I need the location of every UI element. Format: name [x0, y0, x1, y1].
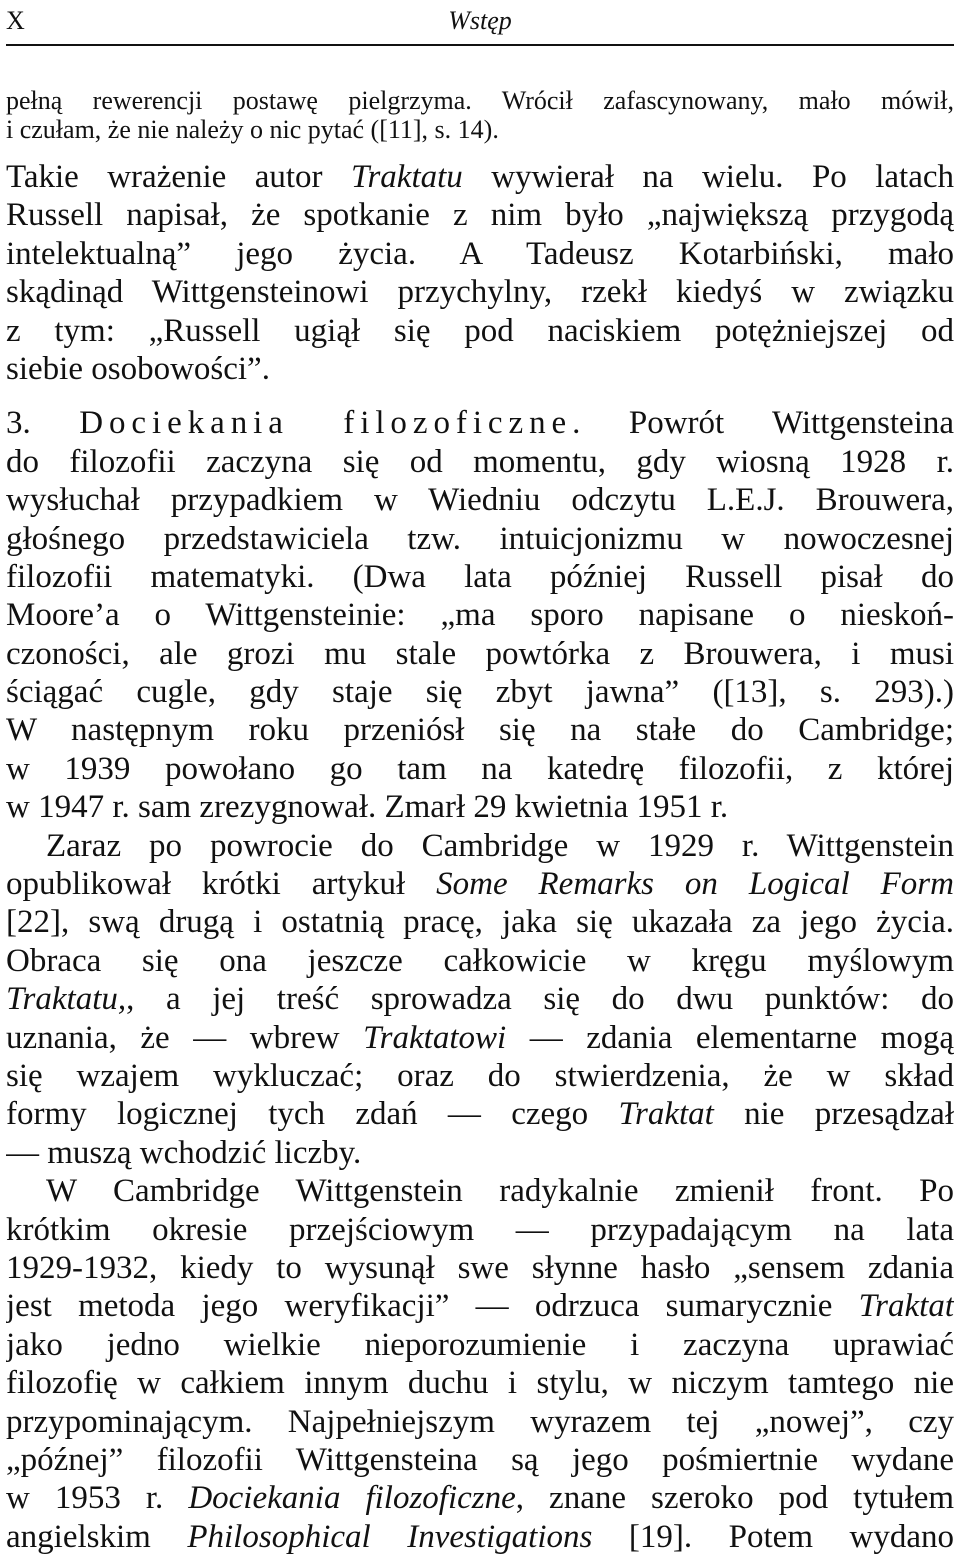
text-line: jako jedno wielkie nieporozumienie i zaczyna uprawiać: [6, 1326, 954, 1363]
text-line: Zaraz po powrocie do Cambridge w 1929 r. Wittgenstein: [46, 827, 954, 864]
book-title: Traktat: [858, 1288, 954, 1325]
text-line: w 1953 r. Dociekania filozoficzne, znane szeroko pod tytułem: [6, 1480, 954, 1517]
text-line: Obraca się ona jeszcze całkowicie w kręgu myślowym: [6, 942, 954, 979]
section-title: Dociekania filozoficzne: [79, 405, 573, 442]
text-line: 1929-1932, kiedy to wysunął swe słynne hasło „sensem zdania: [6, 1249, 954, 1286]
text-line: W następnym roku przeniósł się na stałe do Cambridge;: [6, 712, 954, 749]
book-title: Traktat: [618, 1096, 714, 1133]
text-line: — muszą wchodzić liczby.: [6, 1134, 362, 1171]
gap: [6, 388, 954, 404]
text-line: Moore’a o Wittgensteinie: „ma sporo napisane o nieskoń-: [6, 597, 954, 634]
text-line: jest metoda jego weryfikacji” — odrzuca sumarycznie Traktat: [6, 1288, 954, 1325]
text-line: formy logicznej tych zdań — czego Traktat nie przesądzał: [6, 1096, 954, 1133]
article-title: Some Remarks on Logical Form: [436, 866, 954, 903]
text-line: głośnego przedstawiciela tzw. intuicjonizmu w nowoczesnej: [6, 520, 954, 557]
section-heading-line: 3. Dociekania filozoficzne. Powrót Wittgensteina: [6, 405, 954, 442]
body-text: [6, 158, 954, 1556]
quote-line: pełną rewerencji postawę pielgrzyma. Wrócił zafascynowany, mało mówił,: [6, 86, 954, 115]
text-line: ściągać cugle, gdy staje się zbyt jawna” ([13], s. 293).): [6, 674, 954, 711]
text-line: z tym: „Russell ugiął się pod naciskiem potężniejszej od: [6, 312, 954, 349]
text-line: w 1947 r. sam zrezygnował. Zmarł 29 kwietnia 1951 r.: [6, 789, 729, 826]
text-line: W Cambridge Wittgenstein radykalnie zmienił front. Po: [46, 1173, 954, 1210]
text-line: się wzajem wykluczać; oraz do stwierdzenia, że w skład: [6, 1057, 954, 1094]
text-line: w 1939 powołano go tam na katedrę filozofii, z której: [6, 750, 954, 787]
book-title: Traktatu,: [6, 981, 127, 1018]
text-line: czoności, ale grozi mu stale powtórka z Brouwera, i musi: [6, 635, 954, 672]
text-line: intelektualną” jego życia. A Tadeusz Kotarbiński, mało: [6, 235, 954, 272]
text-line: angielskim Philosophical Investigations [19]. Potem wydano: [6, 1518, 954, 1555]
text-line: przypominającym. Najpełniejszym wyrazem tej „nowej”, czy: [6, 1403, 954, 1440]
text-line: siebie osobowości”.: [6, 350, 270, 387]
text-line: filozofię w całkiem innym duchu i stylu, w niczym tamtego nie: [6, 1365, 954, 1402]
page-header: [6, 0, 954, 46]
quotation-block: [6, 86, 954, 144]
text-line: Russell napisał, że spotkanie z nim było „największą przygodą: [6, 197, 954, 234]
text-line: skądinąd Wittgensteinowi przychylny, rzekł kiedyś w związku: [6, 274, 954, 311]
running-head: Wstęp: [448, 6, 512, 35]
text-line: Takie wrażenie autor Traktatu wywierał na wielu. Po latach: [6, 159, 954, 195]
text-line: do filozofii zaczyna się od momentu, gdy wiosną 1928 r.: [6, 443, 954, 480]
book-title: Traktatowi: [363, 1019, 507, 1056]
book-title: Traktatu: [350, 159, 463, 195]
text-line: Traktatu,, a jej treść sprowadza się do dwu punktów: do: [6, 981, 954, 1018]
text-line: opublikował krótki artykuł Some Remarks on Logical Form: [6, 866, 954, 903]
text-line: uznania, że — wbrew Traktatowi — zdania elementarne mogą: [6, 1019, 954, 1056]
book-title: Philosophical Investigations: [187, 1518, 593, 1555]
quote-line: i czułam, że nie należy o nic pytać ([11], s. 14).: [6, 115, 499, 144]
text-line: wysłuchał przypadkiem w Wiedniu odczytu L.E.J. Brouwera,: [6, 482, 954, 519]
text-line: krótkim okresie przejściowym — przypadającym na lata: [6, 1211, 954, 1248]
page-number: X: [6, 6, 25, 35]
text-line: [22], swą drugą i ostatnią pracę, jaka się ukazała za jego życia.: [6, 904, 954, 941]
book-title: Dociekania filozoficzne: [188, 1480, 516, 1517]
text-line: „późnej” filozofii Wittgensteina są jego pośmiertnie wydane: [6, 1441, 954, 1478]
text-line: filozofii matematyki. (Dwa lata później Russell pisał do: [6, 558, 954, 595]
